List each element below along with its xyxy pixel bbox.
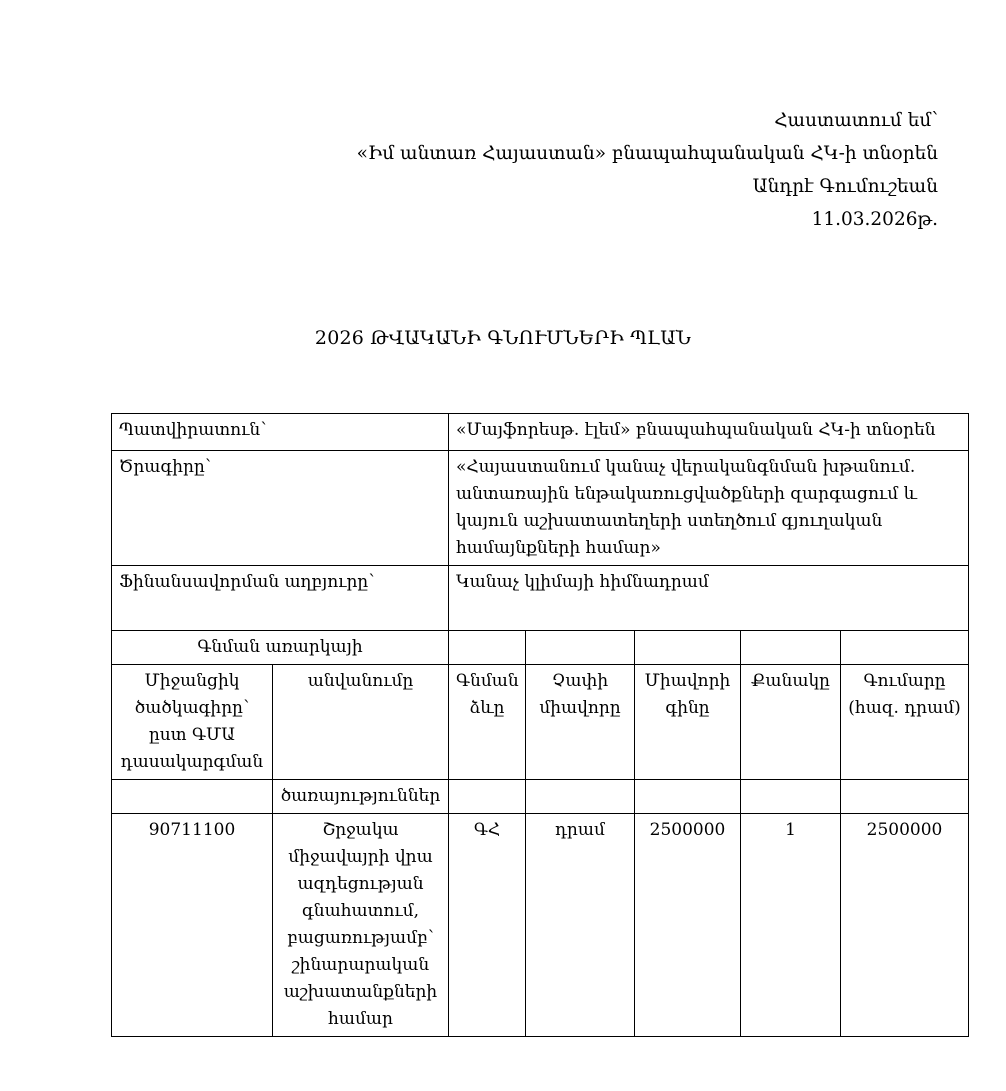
subject-group-spacer-4: [741, 631, 841, 665]
category-method-cell: [449, 780, 526, 814]
customer-label: Պատվիրատուն՝: [112, 414, 449, 451]
row-total: 2500000: [841, 814, 969, 1037]
approval-line-3: Անդրէ Գումուշեան: [752, 176, 938, 197]
category-quantity-cell: [741, 780, 841, 814]
column-header-quantity: Քանակը: [741, 665, 841, 780]
customer-value: «Մայֆորեսթ. էլեմ» բնապահպանական ՀԿ-ի տնօրեն: [449, 414, 969, 451]
page-title: 2026 ԹՎԱԿԱՆԻ ԳՆՈՒՄՆԵՐԻ ՊԼԱՆ: [314, 327, 692, 349]
table-row-subject-group: [112, 631, 969, 665]
category-code-cell: [112, 780, 273, 814]
row-method: ԳՀ: [449, 814, 526, 1037]
approval-line-2: «Իմ անտառ Հայաստան» բնապահպանական ՀԿ-ի տնօրեն: [356, 143, 938, 164]
program-value: «Հայաստանում կանաչ վերականգնման խթանում. անտառային ենթակառուցվածքների զարգացում և կայուն աշխատատեղերի ստեղծում գյուղական համայնքների համար»: [449, 451, 969, 566]
financing-value: Կանաչ կլիմայի հիմնադրամ: [449, 566, 969, 631]
procurement-table-wrapper: [111, 413, 969, 1037]
approval-line-1: Հաստատում եմ՝: [774, 110, 938, 131]
table-row-category: [112, 780, 969, 814]
category-name: ծառայություններ: [273, 780, 449, 814]
program-label: Ծրագիրը՝: [112, 451, 449, 566]
procurement-table: [111, 413, 969, 1037]
category-unit-price-cell: [635, 780, 741, 814]
table-header-row: [112, 665, 969, 780]
column-header-method: Գնման ձևը: [449, 665, 526, 780]
table-row-financing: [112, 566, 969, 631]
row-unit: դրամ: [526, 814, 635, 1037]
subject-group-spacer-5: [841, 631, 969, 665]
row-code: 90711100: [112, 814, 273, 1037]
table-row-customer: [112, 414, 969, 451]
row-unit-price: 2500000: [635, 814, 741, 1037]
row-name: Շրջակա միջավայրի վրա ազդեցության գնահատում, բացառությամբ՝ շինարարական աշխատանքների համար: [273, 814, 449, 1037]
subject-group-label: Գնման առարկայի: [112, 631, 449, 665]
column-header-name: անվանումը: [273, 665, 449, 780]
approval-header: [318, 104, 938, 236]
subject-group-spacer-1: [449, 631, 526, 665]
column-header-code: Միջանցիկ ծածկագիրը՝ ըստ ԳՄԱ դասակարգման: [112, 665, 273, 780]
column-header-unit: Չափի միավորը: [526, 665, 635, 780]
approval-date: 11.03.2026թ.: [811, 209, 938, 230]
column-header-total: Գումարը (հազ. դրամ): [841, 665, 969, 780]
financing-label: Ֆինանսավորման աղբյուրը՝: [112, 566, 449, 631]
category-unit-cell: [526, 780, 635, 814]
table-row: [112, 814, 969, 1037]
table-row-program: [112, 451, 969, 566]
subject-group-spacer-3: [635, 631, 741, 665]
category-total-cell: [841, 780, 969, 814]
row-quantity: 1: [741, 814, 841, 1037]
subject-group-spacer-2: [526, 631, 635, 665]
column-header-unit-price: Միավորի գինը: [635, 665, 741, 780]
